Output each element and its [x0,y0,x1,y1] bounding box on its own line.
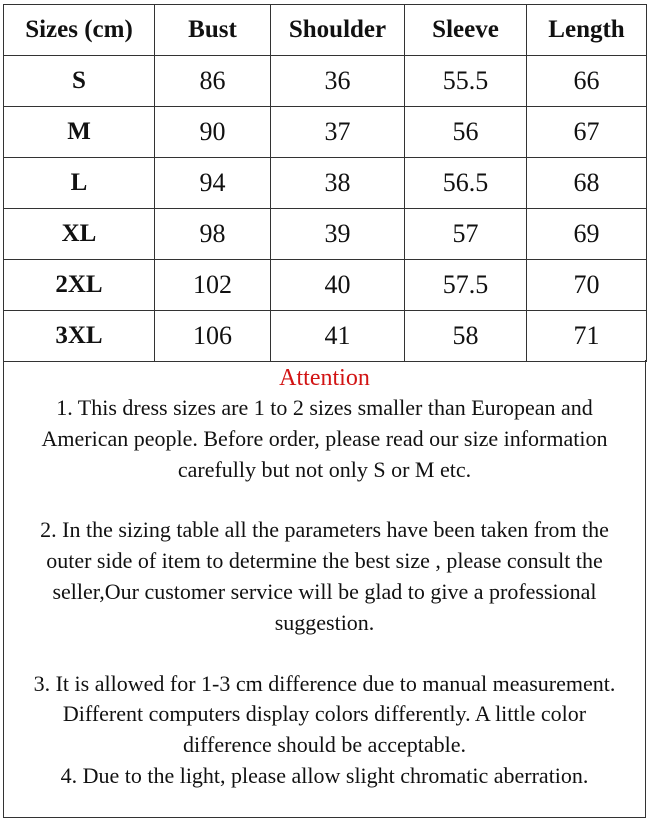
size-cell: 2XL [4,260,155,311]
length-cell: 71 [527,311,647,362]
spacer [4,639,645,669]
bust-cell: 106 [155,311,271,362]
sleeve-cell: 57.5 [405,260,527,311]
note-2-line-1: 2. In the sizing table all the parameters have been taken from the [40,517,609,543]
sleeve-cell: 56 [405,107,527,158]
size-cell: XL [4,209,155,260]
table-row [4,311,647,362]
header-sleeve: Sleeve [405,5,527,56]
sleeve-cell: 55.5 [405,56,527,107]
note-3-line-3: difference should be acceptable. [182,732,466,758]
bust-cell: 86 [155,56,271,107]
table-row [4,158,647,209]
bust-cell: 102 [155,260,271,311]
shoulder-cell: 38 [271,158,405,209]
note-2-line-3: seller,Our customer service will be glad to give a professional [52,578,597,604]
table-row [4,107,647,158]
note-1-line-3: carefully but not only S or M etc. [177,456,472,482]
note-1-line-1: 1. This dress sizes are 1 to 2 sizes smaller than European and [56,395,593,420]
size-cell: L [4,158,155,209]
bust-cell: 90 [155,107,271,158]
length-cell: 70 [527,260,647,311]
table-row [4,56,647,107]
header-sizes: Sizes (cm) [4,5,155,56]
sleeve-cell: 58 [405,311,527,362]
shoulder-cell: 41 [271,311,405,362]
note-1-line-2: American people. Before order, please read our size information [41,425,608,451]
length-cell: 67 [527,107,647,158]
sleeve-cell: 57 [405,209,527,260]
note-3-line-1: 3. It is allowed for 1-3 cm difference due to manual measurement. [33,670,616,696]
sleeve-cell: 56.5 [405,158,527,209]
size-cell: M [4,107,155,158]
attention-notes [3,360,646,818]
length-cell: 68 [527,158,647,209]
table-row [4,209,647,260]
bust-cell: 98 [155,209,271,260]
spacer [4,485,645,515]
shoulder-cell: 40 [271,260,405,311]
header-length: Length [527,5,647,56]
table-row [4,260,647,311]
attention-title: Attention [279,365,370,391]
shoulder-cell: 37 [271,107,405,158]
length-cell: 69 [527,209,647,260]
note-3-line-2: Different computers display colors differently. A little color [62,701,587,727]
header-bust: Bust [155,5,271,56]
size-cell: 3XL [4,311,155,362]
note-4-line-1: 4. Due to the light, please allow slight chromatic aberration. [60,762,589,788]
size-cell: S [4,56,155,107]
length-cell: 66 [527,56,647,107]
size-table [3,4,647,362]
table-header-row [4,5,647,56]
bust-cell: 94 [155,158,271,209]
shoulder-cell: 36 [271,56,405,107]
header-shoulder: Shoulder [271,5,405,56]
shoulder-cell: 39 [271,209,405,260]
note-2-line-4: suggestion. [274,609,375,635]
note-2-line-2: outer side of item to determine the best size , please consult the [46,548,603,574]
